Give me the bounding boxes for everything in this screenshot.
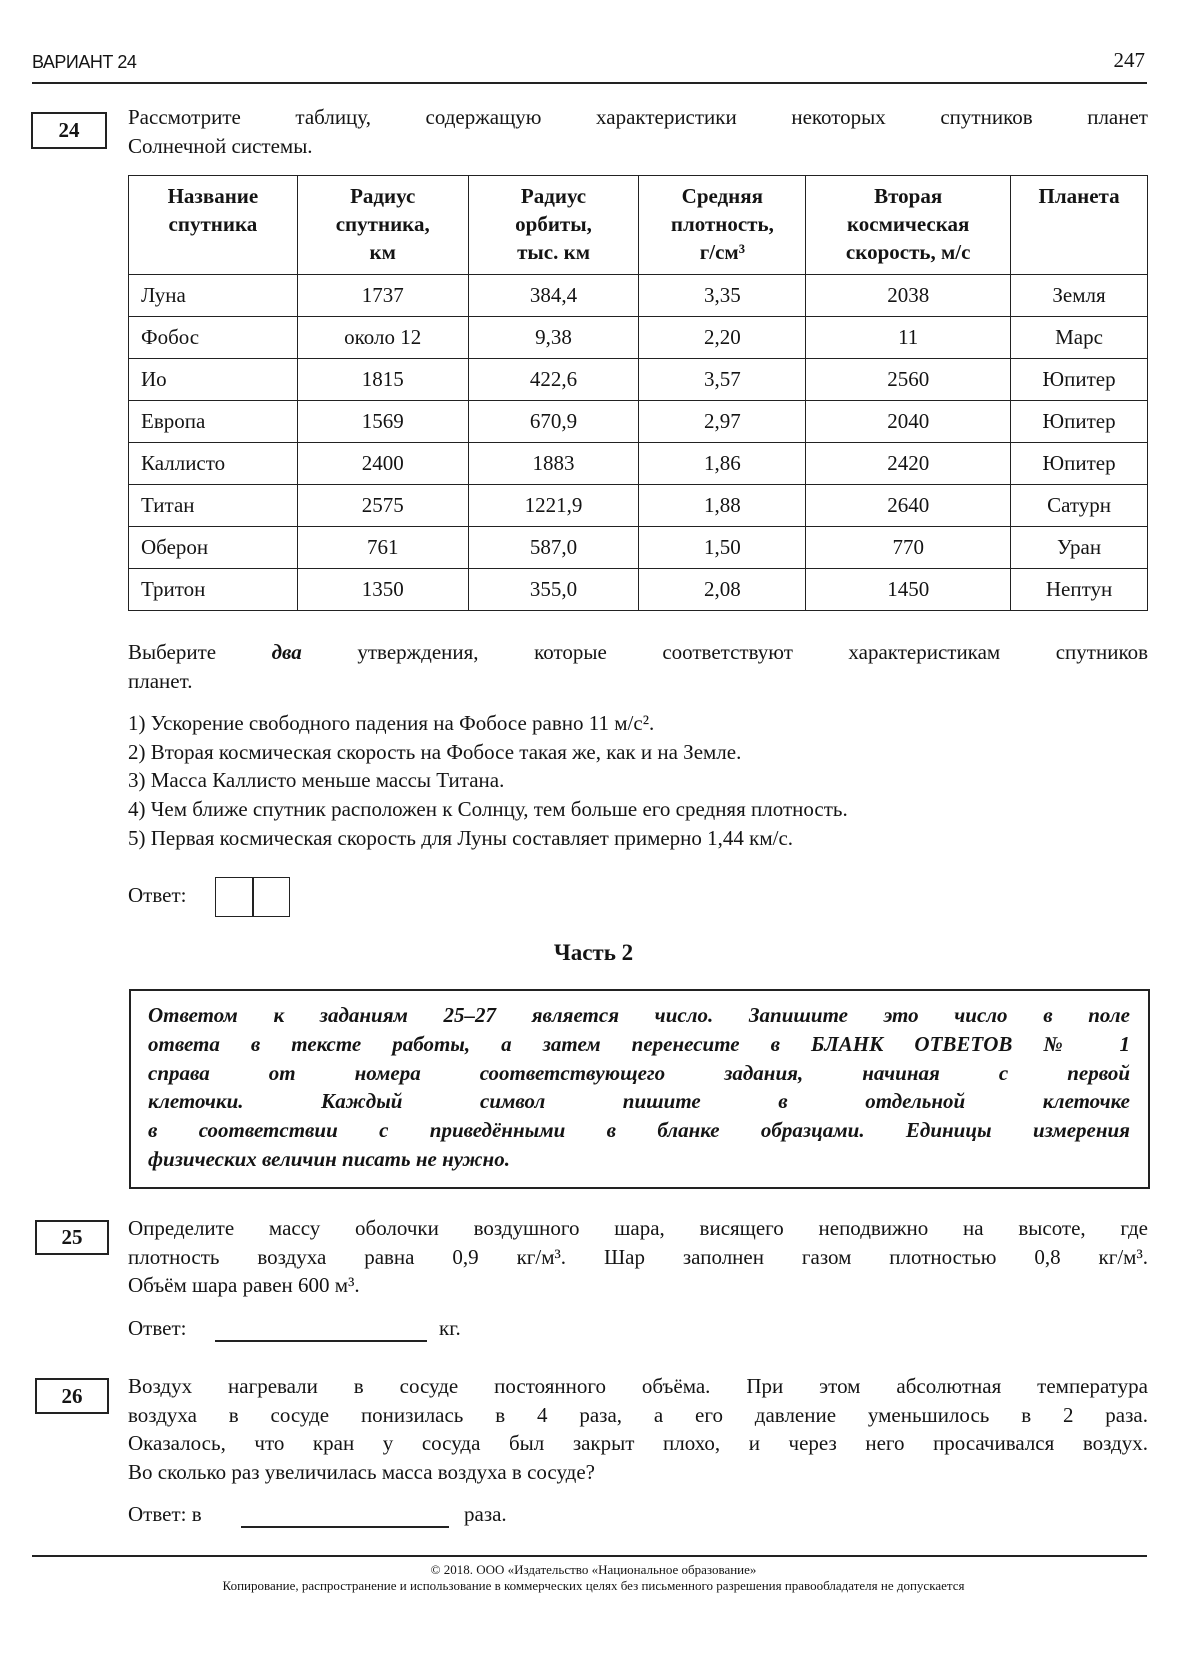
task25-answer-field[interactable] xyxy=(215,1340,427,1342)
table-cell: 770 xyxy=(806,527,1011,569)
column-header-line: Вторая xyxy=(874,184,943,208)
table-cell: 2420 xyxy=(806,443,1011,485)
table-cell: 2,08 xyxy=(639,569,806,611)
task-number-26: 26 xyxy=(35,1378,109,1414)
table-cell: 1450 xyxy=(806,569,1011,611)
task24-answer-label: Ответ: xyxy=(128,883,187,907)
table-cell: Земля xyxy=(1011,275,1148,317)
question-part: Выберите xyxy=(128,640,272,664)
table-cell: 11 xyxy=(806,317,1011,359)
table-cell: 3,57 xyxy=(639,359,806,401)
task26-text-line: Во сколько раз увеличилась масса воздуха в сосуде? xyxy=(128,1460,595,1485)
satellite-name-cell: Титан xyxy=(129,485,298,527)
table-cell: Сатурн xyxy=(1011,485,1148,527)
satellite-name-cell: Оберон xyxy=(129,527,298,569)
variant-label: ВАРИАНТ 24 xyxy=(32,52,137,72)
instruction-line: ответа в тексте работы, а затем перенесите в БЛАНК ОТВЕТОВ № 1 xyxy=(148,1031,1130,1056)
task24-answer-cells[interactable] xyxy=(215,877,290,917)
table-cell: 2640 xyxy=(806,485,1011,527)
answer-option: 5) Первая космическая скорость для Луны составляет примерно 1,44 км/с. xyxy=(128,825,794,850)
table-cell: 1,88 xyxy=(639,485,806,527)
column-header-line: км xyxy=(369,240,396,264)
table-cell: 1,86 xyxy=(639,443,806,485)
task26-text-line: Оказалось, что кран у сосуда был закрыт плохо, и через него просачивался воздух. xyxy=(128,1431,1148,1456)
task26-answer-label: Ответ: в xyxy=(128,1502,202,1526)
column-header-line: Радиус xyxy=(350,184,416,208)
task24-question-line xyxy=(128,640,1148,665)
column-header xyxy=(468,176,639,275)
footer-rule xyxy=(32,1555,1147,1557)
table-cell: 670,9 xyxy=(468,401,639,443)
task-number-24: 24 xyxy=(31,112,107,149)
instruction-line: клеточки. Каждый символ пишите в отдельной клеточке xyxy=(148,1089,1130,1114)
table-cell: Юпитер xyxy=(1011,401,1148,443)
table-cell: 1737 xyxy=(297,275,468,317)
table-cell: 1350 xyxy=(297,569,468,611)
footer-notice: Копирование, распространение и использование в коммерческих целях без письменного разрешения правообладателя не допускается xyxy=(222,1578,965,1593)
task25-answer-unit: кг. xyxy=(439,1316,461,1340)
table-cell: 1221,9 xyxy=(468,485,639,527)
table-row xyxy=(129,275,1148,317)
footer-copyright: © 2018. ООО «Издательство «Национальное образование» xyxy=(430,1562,757,1577)
table-cell: 2040 xyxy=(806,401,1011,443)
answer-option: 4) Чем ближе спутник расположен к Солнцу, тем больше его средняя плотность. xyxy=(128,797,848,822)
table-cell: 422,6 xyxy=(468,359,639,401)
part2-title: Часть 2 xyxy=(553,940,634,965)
table-cell: Юпитер xyxy=(1011,443,1148,485)
table-cell: 355,0 xyxy=(468,569,639,611)
column-header-line: Планета xyxy=(1038,184,1120,208)
table-cell: Уран xyxy=(1011,527,1148,569)
column-header-line: космическая xyxy=(846,212,970,236)
satellite-name-cell: Европа xyxy=(129,401,298,443)
column-header-line: тыс. км xyxy=(517,240,590,264)
column-header xyxy=(297,176,468,275)
table-cell: 9,38 xyxy=(468,317,639,359)
table-row xyxy=(129,401,1148,443)
table-cell: около 12 xyxy=(297,317,468,359)
column-header xyxy=(639,176,806,275)
answer-option: 2) Вторая космическая скорость на Фобосе такая же, как и на Земле. xyxy=(128,739,742,764)
column-header-line: спутника, xyxy=(335,212,430,236)
question-emphasis: два xyxy=(271,640,302,664)
table-cell: 3,35 xyxy=(639,275,806,317)
task26-answer-field[interactable] xyxy=(241,1526,449,1528)
table-cell: 1569 xyxy=(297,401,468,443)
satellite-name-cell: Фобос xyxy=(129,317,298,359)
column-header-line: орбиты, xyxy=(515,212,592,236)
task24-question-line: планет. xyxy=(128,669,193,693)
satellite-name-cell: Ио xyxy=(129,359,298,401)
table-cell: Марс xyxy=(1011,317,1148,359)
table-cell: 2400 xyxy=(297,443,468,485)
column-header-line: г/см³ xyxy=(699,240,745,264)
table-cell: 2575 xyxy=(297,485,468,527)
task24-intro-line: Солнечной системы. xyxy=(128,134,313,158)
task25-text-line: Определите массу оболочки воздушного шара, висящего неподвижно на высоте, где xyxy=(128,1216,1148,1240)
answer-option: 3) Масса Каллисто меньше массы Титана. xyxy=(128,768,505,793)
task25-text-line: плотность воздуха равна 0,9 кг/м³. Шар заполнен газом плотностью 0,8 кг/м³. xyxy=(128,1244,1148,1269)
table-cell: 1815 xyxy=(297,359,468,401)
column-header-line: плотность, xyxy=(670,212,774,236)
table-cell: 2,20 xyxy=(639,317,806,359)
instruction-line: физических величин писать не нужно. xyxy=(148,1147,510,1171)
table-row xyxy=(129,485,1148,527)
table-cell: Нептун xyxy=(1011,569,1148,611)
instruction-line: Ответом к заданиям 25–27 является число. Запишите это число в поле xyxy=(148,1003,1130,1027)
instruction-line: справа от номера соответствующего задания, начиная с первой xyxy=(148,1060,1130,1085)
satellite-name-cell: Тритон xyxy=(129,569,298,611)
task26-answer-unit: раза. xyxy=(464,1502,507,1526)
table-header-row xyxy=(129,176,1148,275)
question-part: утверждения, которые соответствуют характеристикам спутников xyxy=(301,640,1148,664)
table-cell: 1,50 xyxy=(639,527,806,569)
column-header-line: Средняя xyxy=(681,184,764,208)
task26-text-line: Воздух нагревали в сосуде постоянного объёма. При этом абсолютная температура xyxy=(128,1374,1148,1398)
table-cell: 2038 xyxy=(806,275,1011,317)
table-row xyxy=(129,569,1148,611)
column-header-line: Радиус xyxy=(520,184,587,208)
column-header-line: Название xyxy=(167,184,259,208)
table-cell: 2,97 xyxy=(639,401,806,443)
task25-answer-label: Ответ: xyxy=(128,1316,187,1340)
header-rule xyxy=(32,82,1147,84)
table-row xyxy=(129,527,1148,569)
column-header-line: спутника xyxy=(168,212,258,236)
table-cell: 761 xyxy=(297,527,468,569)
table-cell: 1883 xyxy=(468,443,639,485)
task26-text-line: воздуха в сосуде понизилась в 4 раза, а его давление уменьшилось в 2 раза. xyxy=(128,1402,1148,1427)
answer-option: 1) Ускорение свободного падения на Фобосе равно 11 м/с². xyxy=(128,711,655,735)
satellites-table xyxy=(128,175,1148,611)
column-header xyxy=(806,176,1011,275)
satellite-name-cell: Луна xyxy=(129,275,298,317)
table-row xyxy=(129,317,1148,359)
task24-intro-line: Рассмотрите таблицу, содержащую характеристики некоторых спутников планет xyxy=(128,105,1148,129)
cell-divider xyxy=(252,878,254,916)
table-cell: 2560 xyxy=(806,359,1011,401)
column-header xyxy=(129,176,298,275)
table-row xyxy=(129,359,1148,401)
task-number-25: 25 xyxy=(35,1220,109,1255)
page-number: 247 xyxy=(1113,48,1145,72)
column-header xyxy=(1011,176,1148,275)
instruction-line: в соответствии с приведёнными в бланке образцами. Единицы измерения xyxy=(148,1118,1130,1143)
table-row xyxy=(129,443,1148,485)
table-cell: Юпитер xyxy=(1011,359,1148,401)
table-cell: 384,4 xyxy=(468,275,639,317)
task25-text-line: Объём шара равен 600 м³. xyxy=(128,1273,360,1298)
table-cell: 587,0 xyxy=(468,527,639,569)
column-header-line: скорость, м/с xyxy=(845,240,971,264)
satellite-name-cell: Каллисто xyxy=(129,443,298,485)
